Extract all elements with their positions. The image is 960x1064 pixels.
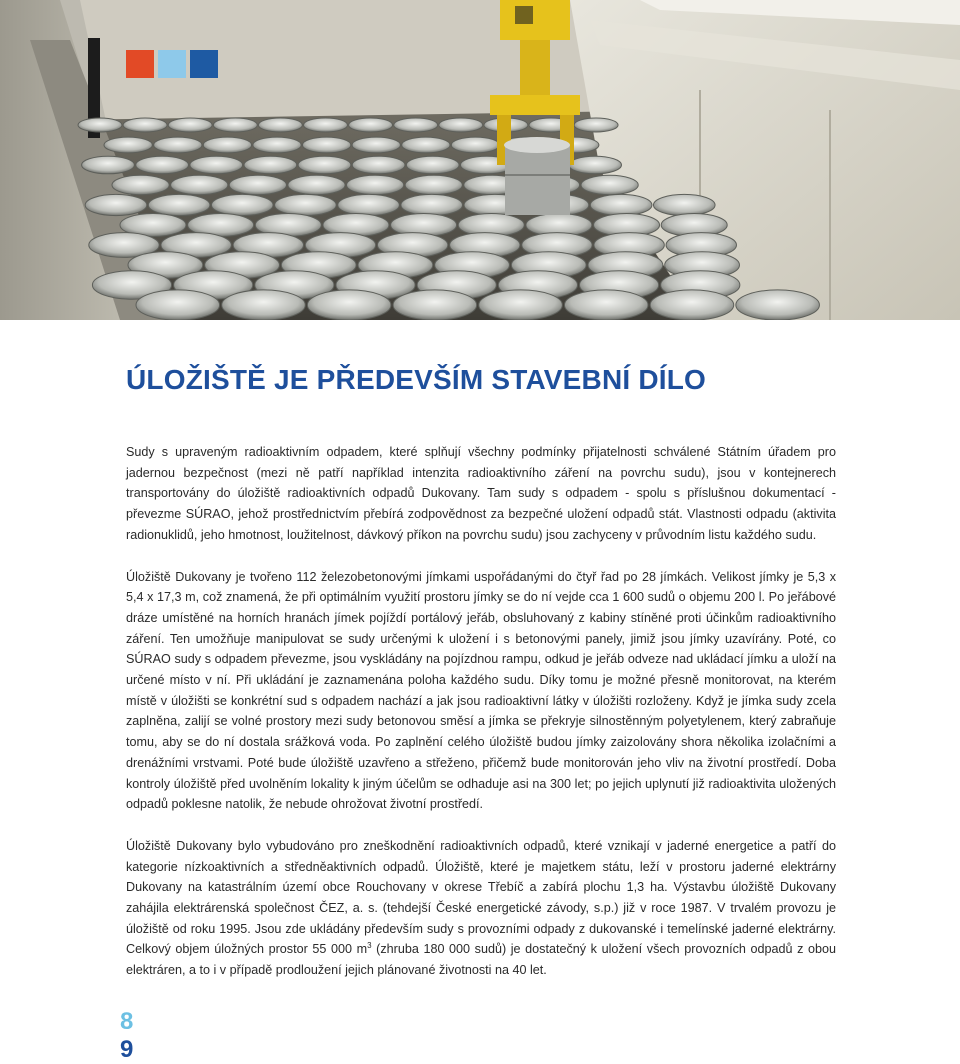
superscript-3: 3 [367,941,372,951]
drum-top [479,290,563,320]
drum-top [569,156,622,174]
radioactive-waste-drums-illustration [0,0,960,320]
drum-top [590,194,652,215]
drum-top [352,156,405,174]
accent-square-blue [190,50,218,78]
drum-top [736,290,820,320]
drum-top [402,137,450,153]
drum-top [168,118,212,132]
drum-top [338,194,400,215]
drum-top [307,290,391,320]
drum-top [211,194,273,215]
accent-square-lightblue [158,50,186,78]
drum-top [347,175,404,194]
drum-top [302,137,350,153]
drum-top [574,118,618,132]
drum-top [213,118,257,132]
drum-top [581,175,638,194]
drum-top [112,175,169,194]
page-title: ÚLOŽIŠTĚ JE PŘEDEVŠÍM STAVEBNÍ DÍLO [126,364,707,395]
drum-top [393,290,477,320]
drum-top [564,290,648,320]
drum-top [171,175,228,194]
drum-top [136,290,220,320]
drum-top [78,118,122,132]
body-text [126,442,836,1002]
drum-top [405,175,462,194]
drum-top [222,290,306,320]
drum-top [653,194,715,215]
drum-top [104,137,152,153]
drum-top [203,137,251,153]
drum-top [406,156,459,174]
drum-top [352,137,400,153]
drum-top [258,118,302,132]
page-numbers [120,1008,133,1064]
drum-top [401,194,463,215]
page-number-right: 9 [120,1036,134,1063]
paragraph-3-part-2: (zhruba 180 000 sudů) je dostatečný k uložení všech provozních odpadů z obou elektráren, a to i v případě prodloužení jejich plánované životnosti na 40 let. [126,942,837,978]
drum-top [190,156,243,174]
drum-top [650,290,734,320]
drum-top [288,175,345,194]
drum-top [394,118,438,132]
drum-top [154,137,202,153]
drum-top [253,137,301,153]
drum-top [136,156,189,174]
paragraph-3-part-1: Úložiště Dukovany bylo vybudováno pro zneškodnění radioaktivních odpadů, které vznikají v jaderné energetice a patří do kategorie nízkoaktivních a středněaktivních odpadů. Úložiště, které je majetkem státu, leží v prostoru jaderné elektrárny Dukovany na katastrálním území obce Rouchovany v okrese Třebíč a zabírá plochu 1,3 ha. Výstavbu úložiště Dukovany zahájila elektrárenská společnost ČEZ, a. s. (tehdejší České energetické závody, s.p.) již v roce 1987. V trvalém provozu je úložiště od roku 1995. Jsou zde ukládány především sudy s provozními odpady z dukovanské i temelínské jaderné elektrárny. Celkový objem úložných prostor 55 000 m [126,838,836,957]
accent-squares [126,50,218,78]
page-number-left: 8 [120,1008,134,1035]
drum-top [148,194,210,215]
accent-square-orange [126,50,154,78]
drum-top [304,118,348,132]
drum-top [275,194,337,215]
drum-top [439,118,483,132]
drum-top [123,118,167,132]
drum-top [298,156,351,174]
header-photo [0,0,960,320]
drum-top [85,194,147,215]
paragraph-3 [126,836,836,981]
drum-top [244,156,297,174]
drum-top [451,137,499,153]
drum-top [349,118,393,132]
drum-top [229,175,286,194]
paragraph-1: Sudy s upraveným radioaktivním odpadem, které splňují všechny podmínky přijatelnosti schválené Státním úřadem pro jadernou bezpečnost (mezi ně patří například intenzita radioaktivního záření na povrchu sudu), jsou v kontejnerech transportovány do úložiště radioaktivních odpadů Dukovany. Tam sudy s odpadem - spolu s příslušnou dokumentací - převezme SÚRAO, jehož prostřednictvím přebírá zodpovědnost za bezpečné uložení odpadů stát. Vlastnosti odpadu (aktivita radionuklidů, jeho hmotnost, loužitelnost, dávkový příkon na povrchu sudu) jsou zachyceny v průvodním listu každého sudu. [126,445,836,542]
drum-top [82,156,135,174]
paragraph-2: Úložiště Dukovany je tvořeno 112 železobetonovými jímkami uspořádanými do čtyř řad po 28 jímkách. Velikost jímky je 5,3 x 5,4 x 17,3 m, což znamená, že při optimálním využití prostoru jímky se do ní vejde cca 1 600 sudů o objemu 200 l. Po jeřábové dráze umístěné na horních hranách jímek pojíždí portálový jeřáb, obsluhovaný z kabiny stíněné proti účinkům radioaktivního záření. Ten umožňuje manipulovat se sudy určenými k uložení i s betonovými panely, jimiž jsou jímky uzavírány. Poté, co SÚRAO sudy s odpadem převezme, jsou vyskládány na pojízdnou rampu, odkud je jeřáb odveze nad ukládací jímku a uloží na určené místo v ní. Při ukládání je zaznamenána poloha každého sudu. Díky tomu je možné přesně monitorovat, na kterém místě v úložišti se konkrétní sud s odpadem nachází a jak jsou radioaktivní látky v úložišti rozloženy. Když je jímka sudy zcela zaplněna, zalijí se volné prostory mezi sudy betonovou směsí a jímka se překryje silnostěnným polyetylenem, který zabraňuje tomu, aby se do ní dostala srážková voda. Po zaplnění celého úložiště budou jímky zaizolovány shora několika izolačními a drenážními vrstvami. Poté bude úložiště uzavřeno a střeženo, přičemž bude monitorován jeho vliv na životní prostředí. Doba kontroly úložiště před uvolněním lokality k jiným účelům se odhaduje asi na 300 let; po jejich uplynutí již radioaktivita uložených odpadů poklesne natolik, že nebude ohrožovat životní prostředí. [126,569,836,812]
